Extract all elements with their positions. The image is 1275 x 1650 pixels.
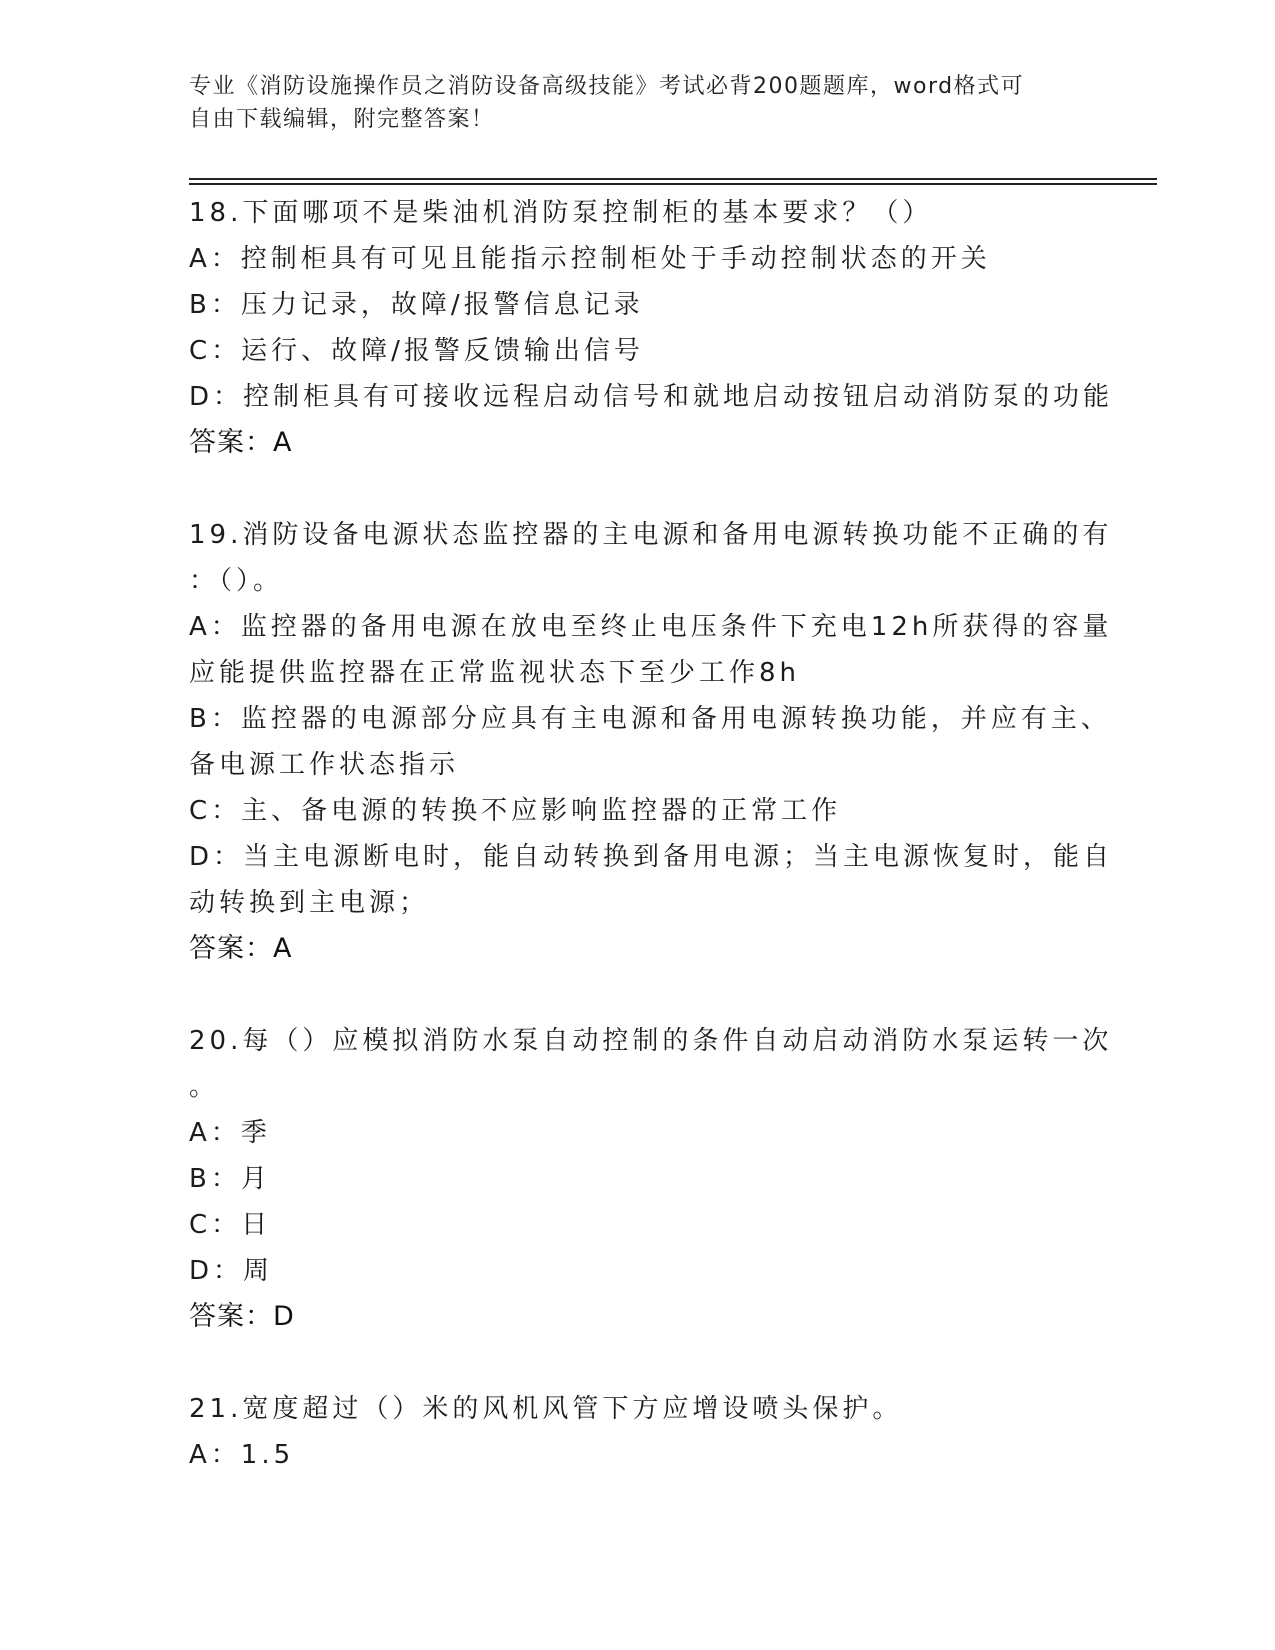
option-c: C：主、备电源的转换不应影响监控器的正常工作 — [189, 796, 842, 826]
answer: 答案：D — [189, 1301, 295, 1332]
question-text: 18.下面哪项不是柴油机消防泵控制柜的基本要求？（） — [189, 198, 933, 228]
question-text-continued: 。 — [189, 1072, 220, 1102]
option-a-continued: 应能提供监控器在正常监视状态下至少工作8h — [189, 658, 801, 688]
document-header — [189, 70, 1069, 136]
question-list — [189, 190, 1114, 1478]
question-19 — [189, 512, 1114, 972]
question-spacer — [189, 1340, 1089, 1386]
option-d: D：当主电源断电时，能自动转换到备用电源；当主电源恢复时，能自 — [189, 842, 1114, 872]
option-b: B：月 — [189, 1164, 271, 1194]
option-b-continued: 备电源工作状态指示 — [189, 750, 460, 780]
question-21 — [189, 1386, 1089, 1478]
option-d-continued: 动转换到主电源； — [189, 888, 430, 918]
answer: 答案：A — [189, 427, 293, 458]
option-b: B：监控器的电源部分应具有主电源和备用电源转换功能，并应有主、 — [189, 704, 1111, 734]
question-spacer — [189, 972, 1089, 1018]
option-a: A：控制柜具有可见且能指示控制柜处于手动控制状态的开关 — [189, 244, 991, 274]
answer: 答案：A — [189, 933, 293, 964]
question-text: 19.消防设备电源状态监控器的主电源和备用电源转换功能不正确的有 — [189, 520, 1113, 550]
question-18 — [189, 190, 1114, 466]
question-text: 20.每（）应模拟消防水泵自动控制的条件自动启动消防水泵运转一次 — [189, 1026, 1113, 1056]
header-divider-top — [189, 178, 1157, 180]
option-a: A：1.5 — [189, 1440, 295, 1470]
question-spacer — [189, 466, 1089, 512]
option-c: C：运行、故障/报警反馈输出信号 — [189, 336, 644, 366]
question-20 — [189, 1018, 1113, 1340]
header-line-2: 自由下载编辑，附完整答案！ — [189, 107, 495, 132]
option-a: A：季 — [189, 1118, 271, 1148]
option-c: C：日 — [189, 1210, 272, 1240]
option-d: D：周 — [189, 1256, 274, 1286]
header-line-1: 专业《消防设施操作员之消防设备高级技能》考试必背200题题库，word格式可 — [189, 74, 1025, 99]
option-a: A：监控器的备用电源在放电至终止电压条件下充电12h所获得的容量 — [189, 612, 1113, 642]
option-b: B：压力记录，故障/报警信息记录 — [189, 290, 644, 320]
question-text-continued: ：（）。 — [189, 566, 284, 596]
option-d: D：控制柜具有可接收远程启动信号和就地启动按钮启动消防泵的功能 — [189, 382, 1114, 412]
question-text: 21.宽度超过（）米的风机风管下方应增设喷头保护。 — [189, 1394, 903, 1424]
header-divider-bottom — [189, 183, 1157, 185]
